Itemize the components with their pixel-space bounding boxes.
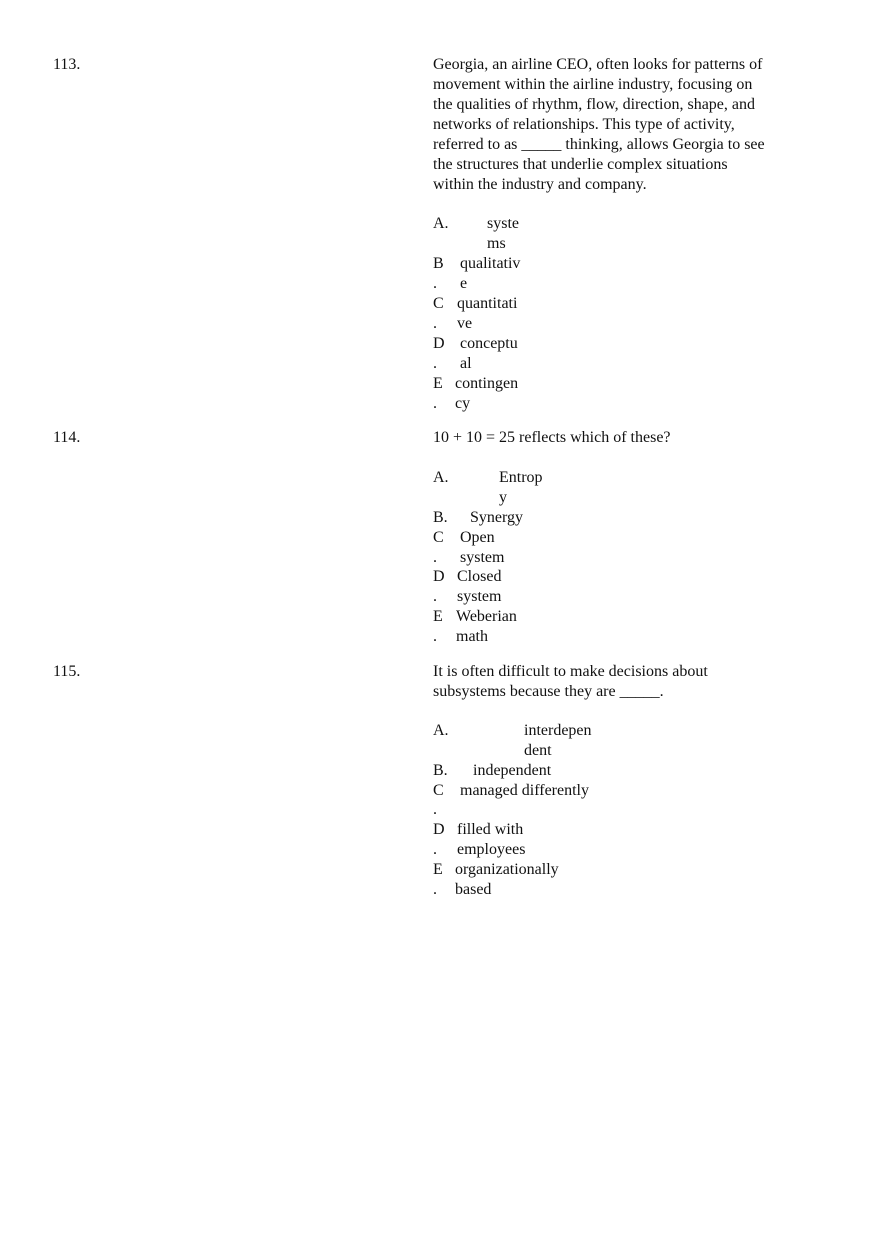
option-text: contingen (455, 375, 519, 392)
option-letter: E (433, 608, 443, 625)
option-letter: D (433, 568, 445, 585)
stem-line: within the industry and company. (433, 176, 647, 193)
stem-line: referred to as _____ thinking, allows Georgia to see (433, 136, 765, 153)
stem-line: the qualities of rhythm, flow, direction, shape, and (433, 96, 755, 113)
option-text: e (460, 275, 468, 292)
option-letter-dot: . (433, 275, 437, 292)
stem-line: Georgia, an airline CEO, often looks for patterns of (433, 56, 763, 73)
option-letter: C (433, 295, 444, 312)
option-text: Open (460, 529, 495, 546)
option-letter-dot: . (433, 628, 437, 645)
option-text: managed differently (460, 782, 589, 799)
option-letter: C (433, 529, 444, 546)
option-letter-dot: . (433, 395, 437, 412)
option-text: al (460, 355, 472, 372)
option-letter-dot: . (433, 588, 437, 605)
option-text: organizationally (455, 861, 559, 878)
option-letter: B. (433, 762, 448, 779)
question-stem (433, 55, 803, 195)
option-text: cy (455, 395, 471, 412)
option-text: based (455, 881, 492, 898)
option-text: quantitati (457, 295, 518, 312)
option-letter-dot: . (433, 549, 437, 566)
option-letter: A. (433, 469, 449, 486)
option-letter: B. (433, 509, 448, 526)
option-letter-dot: . (433, 841, 437, 858)
stem-line: the structures that underlie complex situations (433, 156, 728, 173)
stem-line: networks of relationships. This type of activity, (433, 116, 735, 133)
option-letter-dot: . (433, 801, 437, 818)
stem-line: movement within the airline industry, focusing on (433, 76, 753, 93)
question-stem (433, 428, 803, 448)
option-letter-dot: . (433, 881, 437, 898)
option-letter: D (433, 335, 445, 352)
option-letter-dot: . (433, 315, 437, 332)
question-stem (433, 662, 803, 702)
stem-line: subsystems because they are _____. (433, 683, 664, 700)
option-text: Closed (457, 568, 502, 585)
stem-line: It is often difficult to make decisions about (433, 663, 708, 680)
option-letter: B (433, 255, 444, 272)
option-letter: A. (433, 215, 449, 232)
option-text: interdepen (524, 722, 592, 739)
option-text: Synergy (470, 509, 524, 526)
option-text: ms (487, 235, 506, 252)
option-text: conceptu (460, 335, 518, 352)
question-number: 113. (53, 56, 81, 73)
option-text: math (456, 628, 488, 645)
option-text: Entrop (499, 469, 543, 486)
option-text: Weberian (456, 608, 517, 625)
question-number: 115. (53, 663, 81, 680)
stem-line: 10 + 10 = 25 reflects which of these? (433, 429, 671, 446)
option-text: ve (457, 315, 473, 332)
option-text: qualitativ (460, 255, 521, 272)
question-number: 114. (53, 429, 81, 446)
option-text: independent (473, 762, 552, 779)
option-text: dent (524, 742, 552, 759)
option-text: filled with (457, 821, 524, 838)
option-text: system (457, 588, 502, 605)
option-text: system (460, 549, 505, 566)
option-text: syste (487, 215, 519, 232)
option-letter: D (433, 821, 445, 838)
option-letter: C (433, 782, 444, 799)
option-text: y (499, 489, 507, 506)
option-letter: E (433, 375, 443, 392)
option-letter-dot: . (433, 355, 437, 372)
option-text: employees (457, 841, 526, 858)
option-letter: A. (433, 722, 449, 739)
option-letter: E (433, 861, 443, 878)
